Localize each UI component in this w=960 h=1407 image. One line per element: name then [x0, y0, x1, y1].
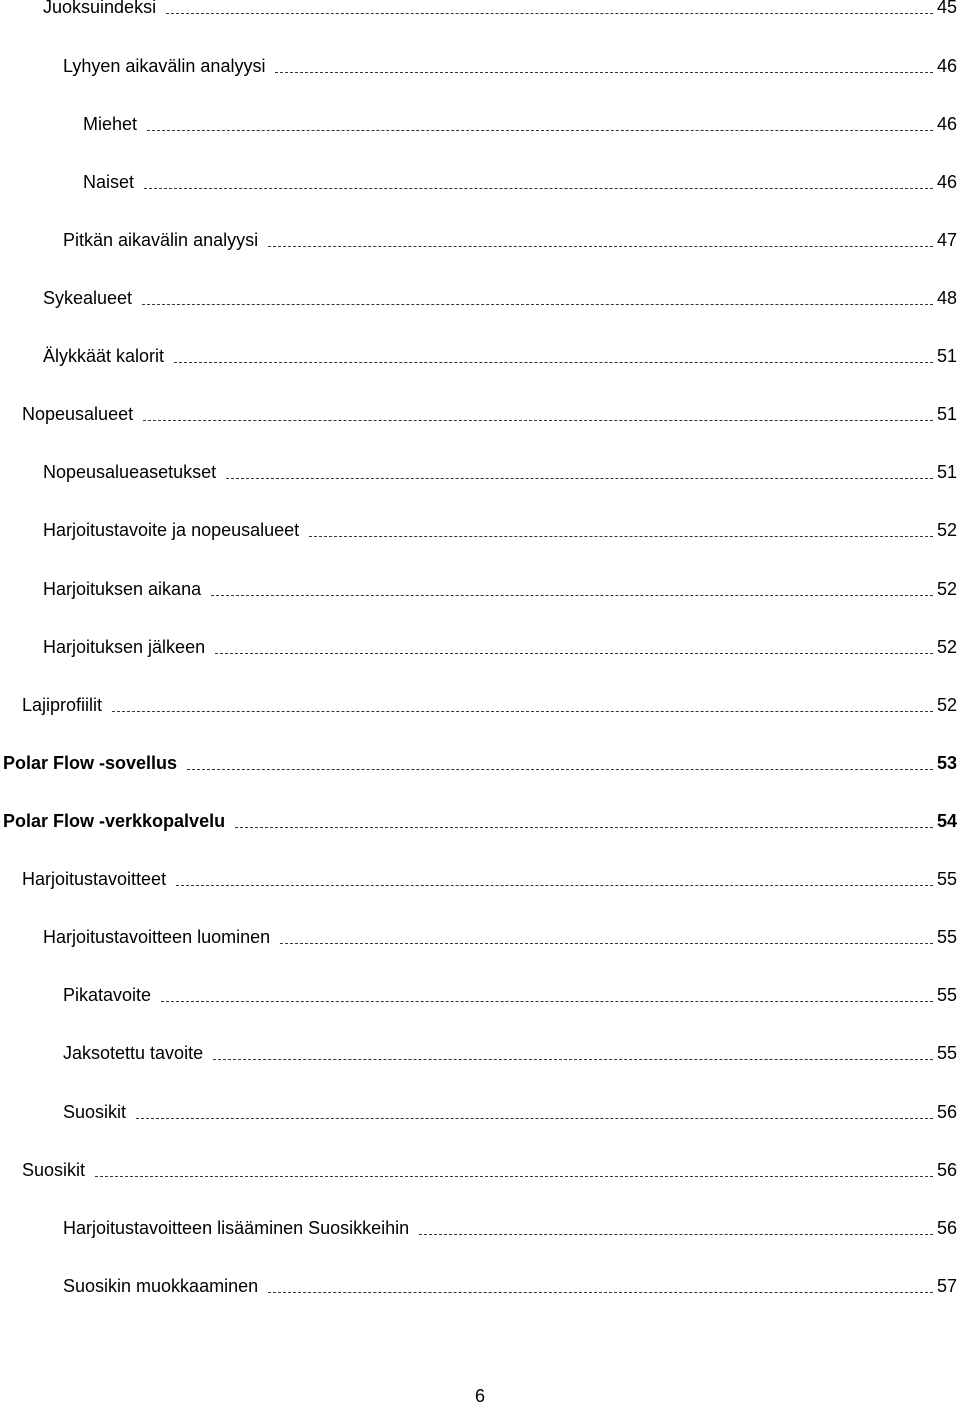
dot-leader [112, 711, 933, 712]
toc-entry-page: 53 [936, 753, 957, 773]
toc-entry-page: 55 [936, 927, 957, 947]
toc-entry[interactable] [22, 862, 957, 890]
toc-entry[interactable] [22, 1153, 957, 1181]
dot-leader [187, 769, 933, 770]
toc-entry-page: 48 [936, 288, 957, 308]
dot-leader [147, 130, 933, 131]
toc-entry-title: Älykkäät kalorit [43, 346, 165, 366]
toc-entry-page: 55 [936, 1043, 957, 1063]
toc-entry-page: 55 [936, 985, 957, 1005]
toc-entry-title: Harjoituksen jälkeen [43, 637, 206, 657]
toc-entry-title: Miehet [83, 114, 138, 134]
toc-entry[interactable] [83, 107, 957, 135]
toc-entry-title: Harjoitustavoitteen luominen [43, 927, 271, 947]
toc-entry-title: Pikatavoite [63, 985, 152, 1005]
dot-leader [211, 595, 933, 596]
toc-entry-title: Naiset [83, 172, 135, 192]
dot-leader [174, 362, 933, 363]
dot-leader [309, 536, 933, 537]
dot-leader [166, 13, 933, 14]
toc-entry-title: Jaksotettu tavoite [63, 1043, 204, 1063]
dot-leader [144, 188, 933, 189]
toc-entry-page: 46 [936, 114, 957, 134]
toc-entry-page: 56 [936, 1218, 957, 1238]
toc-entry[interactable] [63, 1269, 957, 1297]
toc-entry[interactable] [43, 630, 957, 658]
toc-entry-page: 52 [936, 695, 957, 715]
toc-entry-title: Harjoitustavoitteen lisääminen Suosikkeihin [63, 1218, 410, 1238]
toc-entry-page: 55 [936, 869, 957, 889]
toc-entry[interactable] [43, 339, 957, 367]
toc-entry-title: Suosikit [22, 1160, 86, 1180]
toc-entry-page: 51 [936, 346, 957, 366]
toc-entry-page: 52 [936, 637, 957, 657]
dot-leader [143, 420, 933, 421]
toc-entry[interactable] [63, 49, 957, 77]
dot-leader [235, 827, 933, 828]
toc-entry[interactable] [83, 165, 957, 193]
toc-entry-title: Suosikit [63, 1102, 127, 1122]
toc-entry[interactable] [43, 920, 957, 948]
toc-entry-page: 56 [936, 1160, 957, 1180]
toc-entry[interactable] [63, 978, 957, 1006]
toc-entry[interactable] [22, 397, 957, 425]
toc-entry[interactable] [43, 455, 957, 483]
toc-entry-page: 52 [936, 579, 957, 599]
toc-entry[interactable] [63, 1211, 957, 1239]
toc-entry[interactable] [22, 688, 957, 716]
toc-entry[interactable] [43, 0, 957, 18]
toc-entry-title: Lyhyen aikavälin analyysi [63, 56, 266, 76]
dot-leader [226, 478, 933, 479]
toc-entry-title: Harjoitustavoite ja nopeusalueet [43, 520, 300, 540]
toc-entry-page: 46 [936, 56, 957, 76]
toc-entry-title: Lajiprofiilit [22, 695, 103, 715]
toc-entry-title: Nopeusalueet [22, 404, 134, 424]
dot-leader [268, 246, 933, 247]
toc-entry-page: 47 [936, 230, 957, 250]
toc-entry[interactable] [43, 572, 957, 600]
toc-entry-page: 56 [936, 1102, 957, 1122]
dot-leader [95, 1176, 933, 1177]
dot-leader [215, 653, 933, 654]
dot-leader [213, 1059, 933, 1060]
toc-entry[interactable] [43, 281, 957, 309]
toc-entry[interactable] [3, 804, 957, 832]
toc-entry-page: 57 [936, 1276, 957, 1296]
toc-entry[interactable] [63, 223, 957, 251]
dot-leader [268, 1292, 933, 1293]
toc-entry-title: Suosikin muokkaaminen [63, 1276, 259, 1296]
toc-entry-title: Harjoitustavoitteet [22, 869, 167, 889]
toc-entry[interactable] [63, 1095, 957, 1123]
dot-leader [161, 1001, 933, 1002]
toc-entry-title: Harjoituksen aikana [43, 579, 202, 599]
toc-entry-title: Nopeusalueasetukset [43, 462, 217, 482]
dot-leader [136, 1118, 933, 1119]
toc-entry-title: Pitkän aikavälin analyysi [63, 230, 259, 250]
dot-leader [419, 1234, 933, 1235]
toc-entry-title: Sykealueet [43, 288, 133, 308]
toc-entry-page: 52 [936, 520, 957, 540]
toc-entry[interactable] [63, 1036, 957, 1064]
toc-entry-title: Polar Flow -sovellus [3, 753, 178, 773]
toc-entry[interactable] [43, 513, 957, 541]
dot-leader [275, 72, 933, 73]
toc-entry-page: 51 [936, 462, 957, 482]
toc-entry-title: Juoksuindeksi [43, 0, 157, 17]
dot-leader [176, 885, 933, 886]
toc-entry-page: 54 [936, 811, 957, 831]
toc-entry-page: 45 [936, 0, 957, 17]
dot-leader [142, 304, 933, 305]
toc-entry-title: Polar Flow -verkkopalvelu [3, 811, 226, 831]
dot-leader [280, 943, 933, 944]
toc-entry-page: 46 [936, 172, 957, 192]
toc-entry[interactable] [3, 746, 957, 774]
page-number: 6 [474, 1386, 485, 1406]
toc-entry-page: 51 [936, 404, 957, 424]
